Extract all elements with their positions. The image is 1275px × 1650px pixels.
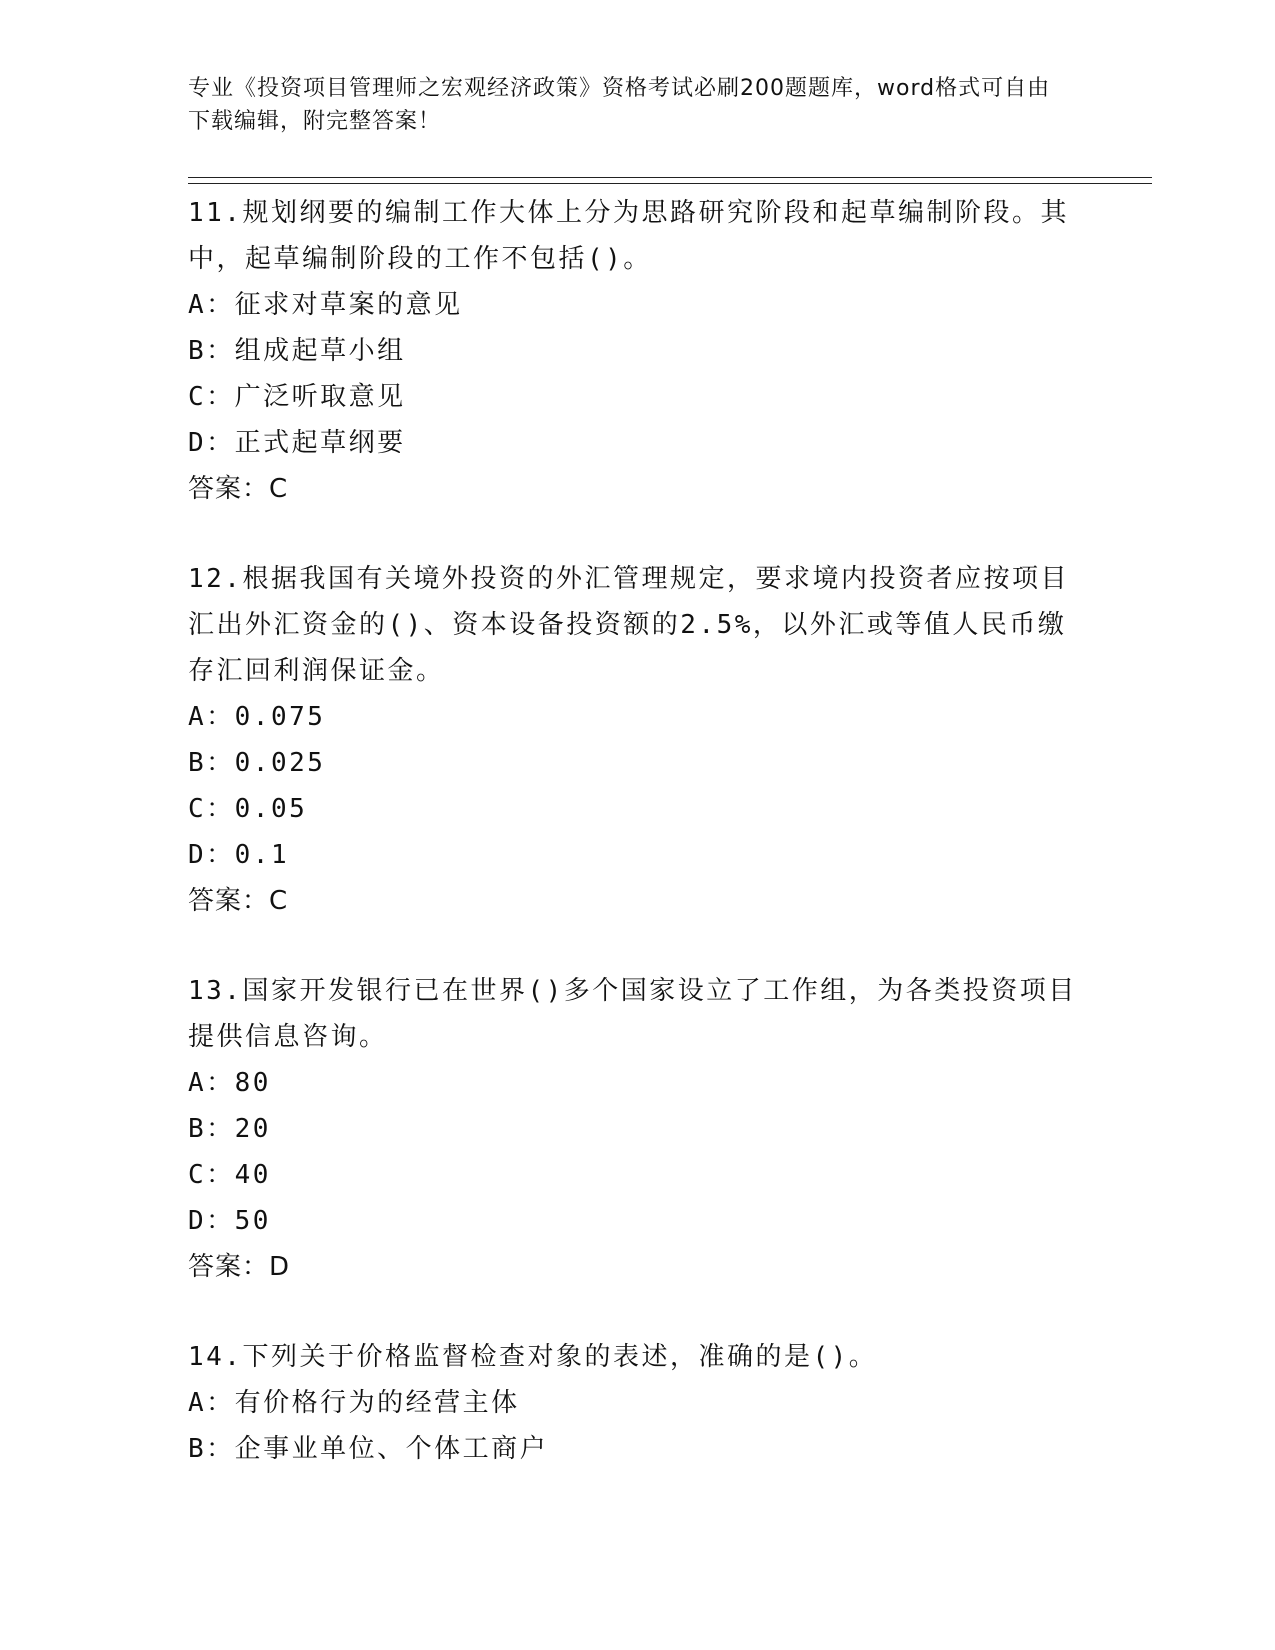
answer: 答案：C [188, 474, 289, 504]
option-d: D：50 [188, 1206, 271, 1236]
option-a: A：有价格行为的经营主体 [188, 1388, 520, 1418]
question-text [188, 556, 1088, 694]
question-body: 根据我国有关境外投资的外汇管理规定，要求境内投资者应按项目汇出外汇资金的()、资本设备投资额的2.5%，以外汇或等值人民币缴存汇回利润保证金。 [188, 564, 1069, 686]
question-13 [188, 968, 1088, 1290]
header-divider-top [188, 177, 1152, 178]
question-body: 下列关于价格监督检查对象的表述，准确的是()。 [242, 1342, 878, 1372]
option-a: A：80 [188, 1068, 271, 1098]
question-number: 14. [188, 1342, 243, 1372]
question-14 [188, 1334, 1088, 1472]
option-a: A：0.075 [188, 702, 326, 732]
question-12 [188, 556, 1088, 924]
spacer [188, 512, 1088, 556]
question-number: 11. [188, 198, 243, 228]
option-d: D：0.1 [188, 840, 290, 870]
question-body: 国家开发银行已在世界()多个国家设立了工作组，为各类投资项目提供信息咨询。 [188, 976, 1077, 1052]
option-a: A：征求对草案的意见 [188, 290, 463, 320]
option-b: B：组成起草小组 [188, 336, 406, 366]
question-text [188, 1334, 1088, 1380]
question-11 [188, 190, 1088, 512]
answer: 答案：C [188, 886, 289, 916]
option-c: C：0.05 [188, 794, 308, 824]
question-body: 规划纲要的编制工作大体上分为思路研究阶段和起草编制阶段。其中，起草编制阶段的工作不包括()。 [188, 198, 1069, 274]
spacer [188, 1290, 1088, 1334]
option-b: B：0.025 [188, 748, 326, 778]
option-b: B：企事业单位、个体工商户 [188, 1434, 549, 1464]
question-text [188, 968, 1088, 1060]
option-c: C：40 [188, 1160, 271, 1190]
header-divider-bottom [188, 183, 1152, 184]
answer: 答案：D [188, 1252, 291, 1282]
question-list [188, 190, 1088, 1472]
spacer [188, 924, 1088, 968]
document-header: 专业《投资项目管理师之宏观经济政策》资格考试必刷200题题库，word格式可自由下载编辑，附完整答案！ [188, 76, 1051, 134]
option-c: C：广泛听取意见 [188, 382, 406, 412]
question-text [188, 190, 1088, 282]
option-b: B：20 [188, 1114, 271, 1144]
question-number: 12. [188, 564, 243, 594]
option-d: D：正式起草纲要 [188, 428, 406, 458]
question-number: 13. [188, 976, 243, 1006]
